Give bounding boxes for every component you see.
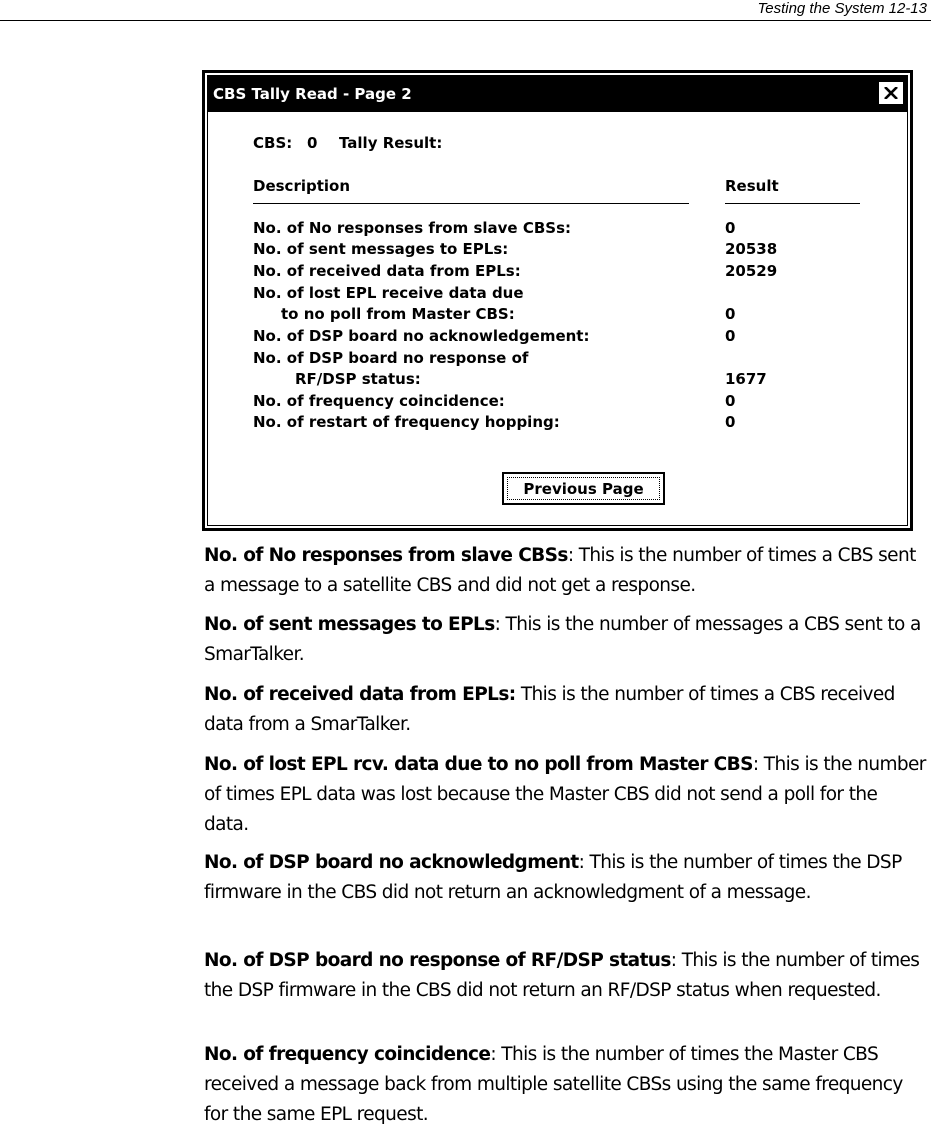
dialog-titlebar[interactable] [208, 76, 907, 112]
definition-text: : This is the number of messages a CBS sent to a SmarTalker. [204, 614, 921, 665]
definition-paragraph [204, 610, 926, 670]
row-label: to no poll from Master CBS: [281, 305, 515, 323]
definition-paragraph [204, 680, 926, 740]
row-value: 20529 [725, 262, 778, 280]
definition-text: : This is the number of times a CBS sent a message to a satellite CBS and did not get a response. [204, 545, 916, 596]
row-label: No. of frequency coincidence: [253, 392, 505, 410]
previous-page-label: Previous Page [507, 477, 660, 500]
row-value: 0 [725, 305, 736, 323]
definition-paragraph [204, 750, 926, 840]
definition-term: No. of received data from EPLs: [204, 684, 516, 705]
definition-text: This is the number of times a CBS received data from a SmarTalker. [204, 684, 895, 735]
description-column-header: Description [253, 177, 351, 195]
row-value: 0 [725, 413, 736, 431]
definition-paragraph [204, 541, 926, 601]
row-label: No. of lost EPL receive data due [253, 284, 524, 302]
row-label: No. of restart of frequency hopping: [253, 413, 560, 431]
definition-term: No. of DSP board no acknowledgment [204, 852, 579, 873]
previous-page-button[interactable] [502, 472, 665, 505]
dialog-title: CBS Tally Read - Page 2 [213, 85, 412, 103]
close-icon [884, 87, 898, 99]
definition-term: No. of lost EPL rcv. data due to no poll from Master CBS [204, 754, 753, 775]
description-header-rule [253, 203, 689, 204]
dialog-frame [207, 75, 908, 526]
row-label: No. of received data from EPLs: [253, 262, 521, 280]
definition-paragraph [204, 1040, 926, 1130]
row-value: 0 [725, 392, 736, 410]
cbs-tally-read-dialog [202, 70, 913, 531]
row-label: No. of DSP board no response of [253, 349, 529, 367]
result-header-rule [725, 203, 860, 204]
definition-paragraph [204, 946, 926, 1006]
row-label: RF/DSP status: [295, 370, 421, 388]
row-value: 0 [725, 327, 736, 345]
close-button[interactable] [879, 82, 903, 104]
definition-term: No. of sent messages to EPLs [204, 614, 495, 635]
header-rule [0, 20, 931, 21]
row-value: 20538 [725, 240, 778, 258]
tally-result-label: Tally Result: [339, 134, 443, 152]
definition-paragraph [204, 848, 926, 908]
definition-term: No. of frequency coincidence [204, 1044, 491, 1065]
row-label: No. of No responses from slave CBSs: [253, 219, 572, 237]
row-label: No. of sent messages to EPLs: [253, 240, 509, 258]
definition-text: : This is the number of times the Master CBS received a message back from multiple satellite CBSs using the same frequency for the same EPL request. [204, 1044, 903, 1125]
cbs-label: CBS: [253, 134, 293, 152]
definition-text: : This is the number of times EPL data was lost because the Master CBS did not send a poll for the data. [204, 754, 926, 835]
definition-text: : This is the number of times the DSP firmware in the CBS did not return an acknowledgment of a message. [204, 852, 902, 903]
definition-term: No. of No responses from slave CBSs [204, 545, 568, 566]
row-value: 1677 [725, 370, 767, 388]
definition-term: No. of DSP board no response of RF/DSP status [204, 950, 671, 971]
row-label: No. of DSP board no acknowledgement: [253, 327, 590, 345]
definition-text: : This is the number of times the DSP firmware in the CBS did not return an RF/DSP status when requested. [204, 950, 920, 1001]
cbs-value: 0 [307, 134, 318, 152]
result-column-header: Result [725, 177, 779, 195]
running-header: Testing the System 12-13 [757, 0, 927, 17]
row-value: 0 [725, 219, 736, 237]
